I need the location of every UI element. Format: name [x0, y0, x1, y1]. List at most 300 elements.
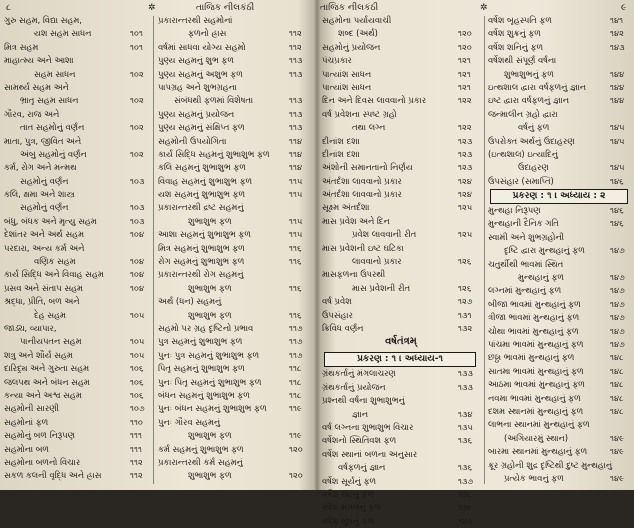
- toc-entry-page-number: ૧૧૮: [289, 363, 302, 374]
- toc-entry: [158, 309, 310, 322]
- toc-entry-page-number: ૧૪૯: [610, 432, 624, 443]
- toc-entry: [4, 228, 150, 241]
- toc-entry: [4, 255, 150, 268]
- toc-entry-title: સહમ સાધન: [34, 68, 76, 79]
- left-running-title: તાજિક નીલકંઠી: [196, 3, 255, 13]
- toc-entry-title: નવમા ભાવમાં મુન્થહાનું ફળ: [488, 392, 581, 403]
- toc-entry: [322, 501, 480, 514]
- toc-entry-title: ઉપસંહાર (સમાપ્તિ): [488, 175, 554, 186]
- toc-entry-page-number: ૧૩૫: [458, 421, 473, 432]
- toc-entry: [322, 461, 480, 474]
- toc-entry: [158, 41, 310, 54]
- toc-entry: [488, 94, 630, 107]
- toc-entry: [488, 54, 630, 67]
- toc-entry-title: વર્ષેશ બુધનું ફળ: [322, 515, 375, 526]
- toc-entry-page-number: ૧૪૩: [610, 41, 625, 52]
- toc-entry: [4, 121, 150, 134]
- toc-entry: [322, 434, 480, 447]
- toc-entry: [322, 282, 480, 295]
- toc-entry-title: સકળ કલની વૃદ્ધિ અને હ્રાસ: [4, 470, 102, 481]
- toc-entry-title: ઉપસંહાર: [322, 309, 353, 320]
- toc-entry-page-number: ૧૨૭: [458, 296, 473, 307]
- toc-entry-title: પુત્ર સહમનું શુભાશુભ ફળ: [158, 336, 243, 347]
- toc-entry-page-number: ૧૪૯: [610, 472, 624, 483]
- toc-entry-page-number: ૧૦૪: [130, 269, 145, 280]
- toc-entry-title: શુભાશુભ ફળ: [188, 430, 232, 441]
- toc-entry-title: મિત્ર સહમ: [4, 41, 39, 52]
- toc-entry-title: મુન્થહાની દૈનિક ગતિ: [488, 218, 559, 229]
- toc-entry: [158, 135, 310, 148]
- toc-entry-page-number: ૧૦૭: [130, 403, 145, 414]
- toc-entry-title: કાર્ય સિદ્ધિ અને વિવાહ સહમ: [4, 269, 104, 280]
- toc-entry-title: વર્ષેશ શનિનું ફળ: [488, 41, 544, 52]
- toc-entry-page-number: ૧૪૫: [610, 162, 625, 173]
- toc-entry-page-number: ૧૪૭: [610, 298, 625, 309]
- toc-entry: [322, 94, 480, 107]
- toc-entry-title: ફળનો હ્રાસ: [188, 28, 227, 39]
- left-column-divider: [153, 16, 154, 484]
- toc-entry-page-number: ૧૦૧: [130, 28, 143, 39]
- toc-entry-page-number: ૧૦૩: [130, 175, 145, 186]
- toc-entry-title: પુણ્ય સહમનું અશુભ ફળ: [158, 68, 243, 79]
- toc-entry: [322, 421, 480, 434]
- toc-entry-title: સંબંધથી ફળમાં વિશેષતા: [174, 95, 254, 106]
- toc-entry: [4, 94, 150, 107]
- toc-entry-title: મિત્ર સહમનું શુભાશુભ ફળ: [158, 242, 245, 253]
- toc-entry-title: ત્રીજા ભાવમાં મુન્થહાનું ફળ: [488, 312, 580, 323]
- toc-entry-title: પ્રશ્નથી વર્ષના શુભાશુભનું: [322, 395, 405, 406]
- toc-entry: [488, 351, 630, 364]
- toc-entry: [158, 54, 310, 67]
- toc-entry: [488, 27, 630, 40]
- toc-entry-page-number: ૧૪૬: [610, 175, 624, 186]
- toc-entry-title: પિતૃ સહમનું શુભાશુભ ફળ: [158, 363, 245, 374]
- toc-entry-page-number: ૧૧૧: [130, 430, 143, 441]
- toc-entry-title: વર્ષ લગ્નના શુભાશુભ વિચાર: [322, 421, 414, 432]
- right-page-column-1: [322, 14, 480, 528]
- toc-entry-title: લાભના સ્થાનમાં મુન્થહાનું ફળ: [488, 419, 590, 430]
- toc-entry-title: ગ્રંથકર્તાનું મંગલાચરણ: [322, 368, 396, 379]
- toc-entry-page-number: ૧૧૩: [289, 68, 303, 79]
- toc-entry: [488, 231, 630, 244]
- toc-entry: [322, 27, 480, 40]
- toc-entry-page-number: ૧૪૯: [610, 446, 624, 457]
- left-page-column-2: [158, 14, 310, 483]
- toc-entry: [4, 322, 150, 335]
- toc-entry-title: વર્ષેશ સૂર્યનું ફળ: [322, 475, 377, 486]
- toc-entry-page-number: ૧૦૩: [130, 215, 145, 226]
- toc-entry-title: વર્ષેશ સ્થાનાં બળના અનુસાર: [322, 448, 418, 459]
- toc-entry: [158, 242, 310, 255]
- toc-entry-title: અંતર્દશા લાવવાનો પ્રકાર: [322, 189, 402, 200]
- toc-entry: [158, 188, 310, 201]
- toc-entry-title: શત્રુ અને શૌર્ય સહમ: [4, 349, 73, 360]
- toc-entry-page-number: ૧૪૬: [610, 205, 624, 216]
- toc-entry-title: બારમા સ્થાનમાં મુન્થહાનું ફળ: [488, 446, 588, 457]
- toc-entry-title: શ્રદ્ધા, પ્રીતિ, બળ અને: [4, 296, 80, 307]
- toc-entry-title: મુન્થહાનું ફળ: [518, 272, 564, 283]
- left-page: [0, 0, 316, 490]
- toc-entry-title: અર્થ (ધન) સહમનું: [158, 296, 222, 307]
- toc-entry-page-number: ૧૪૫: [610, 122, 625, 133]
- toc-entry-title: શુભાશુભ ફળ: [188, 470, 232, 481]
- toc-entry-page-number: ૧૧૨: [289, 28, 302, 39]
- toc-entry-title: પાત્યાંશ સાધન: [322, 68, 372, 79]
- right-page-number: ૯: [621, 3, 627, 13]
- toc-entry-page-number: ૧૨૩: [458, 148, 473, 159]
- toc-entry-title: ઇષ્ટ દ્વારા વર્ષફળનું જ્ઞાન: [488, 95, 569, 106]
- toc-entry-title: પાનીયપતન સહમ: [20, 336, 82, 347]
- toc-entry: [488, 432, 630, 445]
- toc-entry: [158, 215, 310, 228]
- toc-entry-title: પાંચમા ભાવમાં મુન્થહાનું ફળ: [488, 338, 584, 349]
- toc-entry-title: દિન અને દિવસ લાવવાનો પ્રકાર: [322, 95, 427, 106]
- toc-entry-page-number: ૧૩૩: [458, 368, 473, 379]
- toc-entry-title: કર્મ સહમનું શુભાશુભ ફળ: [158, 443, 244, 454]
- toc-entry-title: તાત સહમોનું વર્ણન: [20, 122, 85, 133]
- toc-entry-title: (ઇત્થશાલ) ઇત્યાદિનું: [488, 148, 558, 159]
- toc-entry-title: લગ્નમાં મુન્થહાનું ફળ: [488, 285, 562, 296]
- toc-entry: [488, 338, 630, 351]
- toc-entry-page-number: ૧૧૬: [289, 282, 302, 293]
- toc-entry-page-number: ૧૨૨: [458, 122, 472, 133]
- toc-entry: [488, 298, 630, 311]
- toc-entry: [322, 175, 480, 188]
- toc-entry-page-number: ૧૧૪: [289, 135, 303, 146]
- toc-entry-title: વિવાહ સહમનું શુભાશુભ ફળ: [158, 175, 253, 186]
- toc-entry-page-number: ૧૩૯: [458, 502, 473, 513]
- toc-entry-page-number: ૧૧૩: [289, 122, 303, 133]
- toc-entry: [322, 475, 480, 488]
- toc-entry-page-number: ૧૦૫: [130, 336, 145, 347]
- toc-entry-page-number: ૧૦૬: [130, 389, 144, 400]
- toc-entry: [4, 148, 150, 161]
- toc-entry-page-number: ૧૧૬: [289, 309, 302, 320]
- toc-entry-title: વર્ષ પ્રવેશના સ્પષ્ટ ગ્રહો: [322, 108, 397, 119]
- toc-entry-title: જ્ઞાન: [352, 408, 368, 419]
- toc-entry-title: દેશાંતર અને અર્થ સહમ: [4, 229, 85, 240]
- toc-entry-title: સહમોની સારણી: [4, 403, 59, 414]
- toc-entry-page-number: ૧૧૮: [289, 389, 302, 400]
- toc-entry: [488, 271, 630, 284]
- toc-entry: [158, 161, 310, 174]
- toc-entry-title: દારિદ્ર્ય અને ગુરુતા સહમ: [4, 363, 90, 374]
- toc-entry-page-number: ૧૧૫: [289, 175, 303, 186]
- toc-entry: [4, 161, 150, 174]
- toc-entry-page-number: ૧૦૨: [130, 122, 144, 133]
- toc-entry: [322, 488, 480, 501]
- toc-entry-title: સહમોનું વર્ણન: [20, 202, 69, 213]
- toc-entry: [158, 349, 310, 362]
- toc-entry-title: પાપગ્રહ અને શુભગ્રહના: [158, 81, 237, 92]
- toc-entry: [322, 68, 480, 81]
- toc-entry-page-number: ૧૧૭: [289, 322, 303, 333]
- toc-entry-title: સૂક્ષ્મ અંતર્દશા: [322, 202, 370, 213]
- left-page-column-1: [4, 14, 150, 483]
- toc-entry-title: કાર્ય સિદ્ધિ સહમનું શુભાશુભ ફળ: [158, 148, 270, 159]
- toc-entry-title: સહમોની ઉપયોગિતા: [158, 135, 227, 146]
- toc-entry: [158, 389, 310, 402]
- toc-entry-page-number: ૧૨૫: [458, 229, 473, 240]
- toc-entry-title: કન્યા અને અશ્વ સહમ: [4, 389, 82, 400]
- toc-entry-page-number: ૧૪૧: [610, 15, 624, 25]
- toc-entry-page-number: ૧૨૩: [458, 162, 473, 173]
- toc-entry: [488, 258, 630, 271]
- toc-entry-page-number: ૧૩૬: [458, 462, 473, 473]
- toc-entry-title: સહમોના પર્યાયવાચી: [322, 15, 392, 25]
- toc-entry: [322, 201, 480, 214]
- toc-entry: [158, 27, 310, 40]
- toc-entry: [322, 381, 480, 394]
- toc-entry: [488, 121, 630, 134]
- toc-entry: [322, 215, 480, 228]
- toc-entry: [488, 68, 630, 81]
- toc-entry: [322, 309, 480, 322]
- toc-entry-title: શુભાશુભ ફળ: [188, 309, 232, 320]
- toc-entry-title: ઉદાહરણ: [518, 162, 549, 173]
- toc-entry-title: ક્રિવિધ વર્ણન: [322, 322, 364, 333]
- toc-entry-page-number: ૧૪૮: [610, 352, 624, 363]
- toc-entry: [488, 405, 630, 418]
- toc-entry: [158, 108, 310, 121]
- toc-entry-page-number: ૧૪૮: [610, 405, 624, 416]
- toc-entry-title: માસ પ્રવેશની રીત: [352, 282, 411, 293]
- right-page: [316, 0, 634, 526]
- toc-entry-title: પ્રકારાન્તરથી દ્રષ્ટ સહમનું: [158, 202, 244, 213]
- toc-entry: [4, 469, 150, 482]
- toc-entry-page-number: ૧૩૧: [458, 309, 472, 320]
- toc-entry-page-number: ૧૦૧: [130, 41, 143, 52]
- toc-entry-title: યશ સહમનું શુભાશુભ ફળ: [158, 189, 246, 200]
- toc-entry: [322, 255, 480, 268]
- toc-entry-page-number: ૧૨૧: [458, 55, 471, 66]
- toc-entry-page-number: ૧૪૭: [610, 325, 625, 336]
- toc-entry: [158, 94, 310, 107]
- toc-entry: [4, 68, 150, 81]
- toc-entry: [158, 268, 310, 281]
- toc-entry: [322, 54, 480, 67]
- toc-entry-title: પુણ્ય સહમનું પ્રયોજન: [158, 108, 235, 119]
- toc-entry-title: છઠ્ઠા ભાવમાં મુન્થહાનું ફળ: [488, 352, 575, 363]
- toc-entry-title: પ્રકારાન્તરથી કર્મ સહમનું: [158, 456, 243, 467]
- toc-entry-title: દશમ સ્થાનમાં મુન્થહાનું ફળ: [488, 405, 584, 416]
- toc-entry: [488, 325, 630, 338]
- toc-entry-title: પુનઃ પિતૃ સહમનું શુભાશુભ ફળ: [158, 376, 262, 387]
- toc-entry-title: પુનઃ બંધન સહમનું શુભાશુભ ફળ: [158, 403, 267, 414]
- toc-entry: [4, 402, 150, 415]
- toc-entry: [4, 456, 150, 469]
- toc-entry: [488, 418, 630, 431]
- toc-entry-title: ક્રૂર ગ્રહોની શુદ્ર દૃષ્ટિથી દુષ્ટ મુન્થહાનું: [488, 459, 613, 470]
- toc-entry-title: ગ્રંથકર્તાનું પ્રયોજન: [322, 381, 386, 392]
- toc-entry: [4, 135, 150, 148]
- toc-entry-title: ઇત્થશાલ દ્વારા વર્ષફળનું જ્ઞાન: [488, 81, 586, 92]
- toc-entry-title: બીજા ભાવમાં મુન્થહાનું ફળ: [488, 298, 581, 309]
- toc-entry-title: ચોથા ભાવમાં મુન્થહાનું ફળ: [488, 325, 579, 336]
- toc-entry-page-number: ૧૪૬: [610, 218, 624, 229]
- toc-entry: [4, 188, 150, 201]
- toc-entry-title: ચતુર્થીથી ભાવમાં સ્થિત: [488, 258, 564, 269]
- toc-entry: [322, 121, 480, 134]
- toc-entry-title: વર્ષેશ બૃહસ્પતિ ફળ: [488, 15, 552, 25]
- toc-entry: [488, 175, 630, 188]
- toc-entry-title: વર્ષનું ફળ: [518, 122, 550, 133]
- toc-entry-title: સામર્થ્ય સહમ અને: [4, 81, 69, 92]
- toc-entry-title: માસફળના ઉપરથી: [322, 269, 386, 280]
- toc-entry-page-number: ૧૧૦: [130, 416, 143, 427]
- toc-entry: [488, 204, 630, 217]
- toc-entry: [488, 41, 630, 54]
- toc-entry-title: શબ્દ (અર્થ): [338, 28, 378, 39]
- toc-entry-page-number: ૧૪૭: [610, 245, 625, 256]
- toc-entry: [488, 161, 630, 174]
- toc-entry-page-number: ૧૧૬: [289, 242, 302, 253]
- toc-entry-title: માતા, પુત્ર, જીવિત અને: [4, 135, 82, 146]
- toc-entry-title: પરદારા, અન્ય કર્મ અને: [4, 242, 85, 253]
- toc-entry-page-number: ૧૧૨: [130, 470, 143, 481]
- toc-entry-page-number: ૧૧૫: [289, 229, 303, 240]
- toc-entry-page-number: ૧૧૭: [289, 349, 303, 360]
- toc-entry: [158, 121, 310, 134]
- toc-entry-title: શુભાશુભનું ફળ: [504, 68, 554, 79]
- toc-entry: [4, 27, 150, 40]
- toc-entry-page-number: ૧૪૭: [610, 312, 625, 323]
- toc-entry: [322, 41, 480, 54]
- toc-entry-title: શુભાશુભ ફળ: [188, 282, 232, 293]
- toc-entry: [322, 161, 480, 174]
- toc-entry: [4, 282, 150, 295]
- toc-entry: [4, 242, 150, 255]
- toc-entry-title: વર્ષમાં સાધવા યોગ્ય સહમો: [158, 41, 246, 52]
- toc-entry: [158, 228, 310, 241]
- toc-entry-title: આશા સહમનું શુભાશુભ ફળ: [158, 229, 251, 240]
- toc-entry-page-number: ૧૨૩: [458, 135, 473, 146]
- toc-entry-page-number: ૧૧૩: [289, 108, 303, 119]
- toc-entry: [488, 365, 630, 378]
- toc-entry-title: વર્ષેશ મંગળનું ફળ: [322, 502, 381, 513]
- toc-entry: [158, 322, 310, 335]
- toc-entry-title: સહમોના બળ: [4, 443, 49, 454]
- toc-entry-title: બંધુ, બંધક અને મૃત્યુ સહમ: [4, 215, 97, 226]
- toc-entry-title: ભ્રાતૃ સહમ સાધન: [20, 95, 79, 106]
- toc-entry: [158, 148, 310, 161]
- toc-entry: [4, 309, 150, 322]
- toc-entry-page-number: ૧૧૭: [289, 336, 303, 347]
- toc-entry-page-number: ૧૪૪: [610, 68, 625, 79]
- toc-entry: [4, 108, 150, 121]
- toc-entry-page-number: ૧૧૪: [289, 162, 303, 173]
- toc-entry-page-number: ૧૨૬: [458, 282, 472, 293]
- toc-entry: [488, 378, 630, 391]
- toc-entry-title: કલિ, ક્ષમા અને શાસ્ત્ર: [4, 189, 75, 200]
- toc-entry: [4, 295, 150, 308]
- toc-entry-page-number: ૧૨૦: [289, 470, 303, 481]
- toc-entry-page-number: ૧૦૨: [130, 68, 144, 79]
- toc-entry-title: પુણ્ય સહમનું શુભ ફળ: [158, 55, 234, 66]
- toc-entry-title: શુભાશુભ ફળ: [188, 215, 232, 226]
- toc-entry: [322, 295, 480, 308]
- toc-entry-page-number: ૧૨૦: [458, 41, 472, 52]
- toc-entry-page-number: ૧૪૫: [610, 135, 625, 146]
- toc-entry-page-number: ૧૪૮: [610, 392, 624, 403]
- toc-entry-page-number: ૧૨૪: [458, 189, 472, 200]
- toc-entry-title: વર્ષેશનો સ્થિતિવશ ફળ: [322, 435, 397, 446]
- toc-entry-page-number: ૧૧૫: [289, 189, 303, 200]
- toc-entry: [488, 81, 630, 94]
- toc-entry: [158, 456, 310, 469]
- toc-entry-title: માસ પ્રવેશની ઇષ્ટ ઘટિકા: [322, 242, 404, 253]
- toc-entry-title: પ્રકારાન્તરથી રોગ સહમનું: [158, 269, 244, 280]
- toc-entry-page-number: ૧૨૦: [289, 443, 303, 454]
- toc-entry-title: વર્ષફળનું જ્ઞાન: [338, 462, 386, 473]
- toc-entry-page-number: ૧૦૨: [130, 148, 144, 159]
- toc-entry: [322, 135, 480, 148]
- toc-entry: [322, 367, 480, 380]
- toc-entry: [488, 284, 630, 297]
- toc-entry-title: આઠમા ભાવમાં મુન્થહાનું ફળ: [488, 379, 585, 390]
- right-page-column-2: [488, 14, 630, 485]
- toc-entry-title: વર્ષેશથી સંપૂર્ણ વર્ષના: [488, 55, 557, 66]
- toc-entry-title: દૃષ્ટિ દ્વારા મુન્થહાનું ફળ: [504, 245, 585, 256]
- toc-entry: [322, 268, 480, 281]
- toc-entry-title: પુનઃ ગૌરવ સહમનું: [158, 416, 221, 427]
- toc-entry-page-number: ૧૧૬: [289, 256, 302, 267]
- toc-entry-title: દેહ સહમ: [34, 309, 66, 320]
- toc-entry-title: વર્ષેશ ચંદ્રનું ફળ: [322, 488, 375, 499]
- toc-entry-title: માહાત્મ્ય અને આશા: [4, 55, 74, 66]
- toc-entry-title: રોગ સહમનું શુભાશુભ ફળ: [158, 256, 245, 267]
- toc-entry: [158, 469, 310, 482]
- toc-entry-page-number: ૧૧૩: [289, 55, 303, 66]
- toc-entry: [4, 81, 150, 94]
- toc-entry: [488, 14, 630, 27]
- toc-entry-page-number: ૧૩૪: [458, 408, 473, 419]
- toc-entry: [488, 445, 630, 458]
- toc-entry-title: અંતર્દશા લાવવાનો પ્રકાર: [322, 175, 402, 186]
- toc-entry-title: પ્રત્યેક ભાવનું ફળ: [504, 472, 564, 483]
- toc-entry-title: ઉપરોક્ત અર્થનું ઉદાહરણ: [488, 135, 575, 146]
- toc-entry-page-number: ૧૦૪: [130, 229, 145, 240]
- toc-entry-page-number: ૧૦૫: [130, 349, 145, 360]
- right-header-mark: ✲: [480, 3, 488, 13]
- toc-entry-page-number: ૧૧૨: [130, 456, 143, 467]
- toc-entry: [4, 201, 150, 214]
- toc-entry-page-number: ૧૧૯: [289, 403, 302, 414]
- toc-entry: [4, 335, 150, 348]
- toc-entry-title: પુનઃ પુત્ર સહમનું શુભાશુભ ફળ: [158, 349, 260, 360]
- toc-entry-title: સ્વામી અને શુભગ્રહોની: [488, 231, 565, 242]
- chapter-heading-label: પ્રકરણ : ૧ । અધ્યાય-૧: [324, 352, 476, 367]
- toc-entry: [158, 295, 310, 308]
- toc-entry-page-number: ૧૪૭: [610, 338, 625, 349]
- toc-entry-title: તથા લગ્ન: [352, 122, 386, 133]
- toc-entry: [322, 242, 480, 255]
- toc-entry: [322, 394, 480, 407]
- toc-entry-title: બંધન સહમનું શુભાશુભ ફળ: [158, 389, 250, 400]
- toc-entry-page-number: ૧૩૩: [458, 381, 473, 392]
- section-title-text: વર્ષતંત્રમ્: [385, 336, 417, 348]
- toc-entry-page-number: ૧૧૩: [289, 95, 303, 106]
- toc-entry-title: જન્માલીન ગ્રહો દ્વારા: [488, 108, 558, 119]
- toc-entry: [158, 362, 310, 375]
- toc-entry-title: દીનાંશ દશા: [322, 148, 360, 159]
- toc-entry: [158, 255, 310, 268]
- toc-entry: [4, 215, 150, 228]
- toc-entry: [158, 416, 310, 429]
- toc-entry: [158, 175, 310, 188]
- toc-entry: [4, 349, 150, 362]
- toc-entry-page-number: ૧૪૭: [610, 285, 625, 296]
